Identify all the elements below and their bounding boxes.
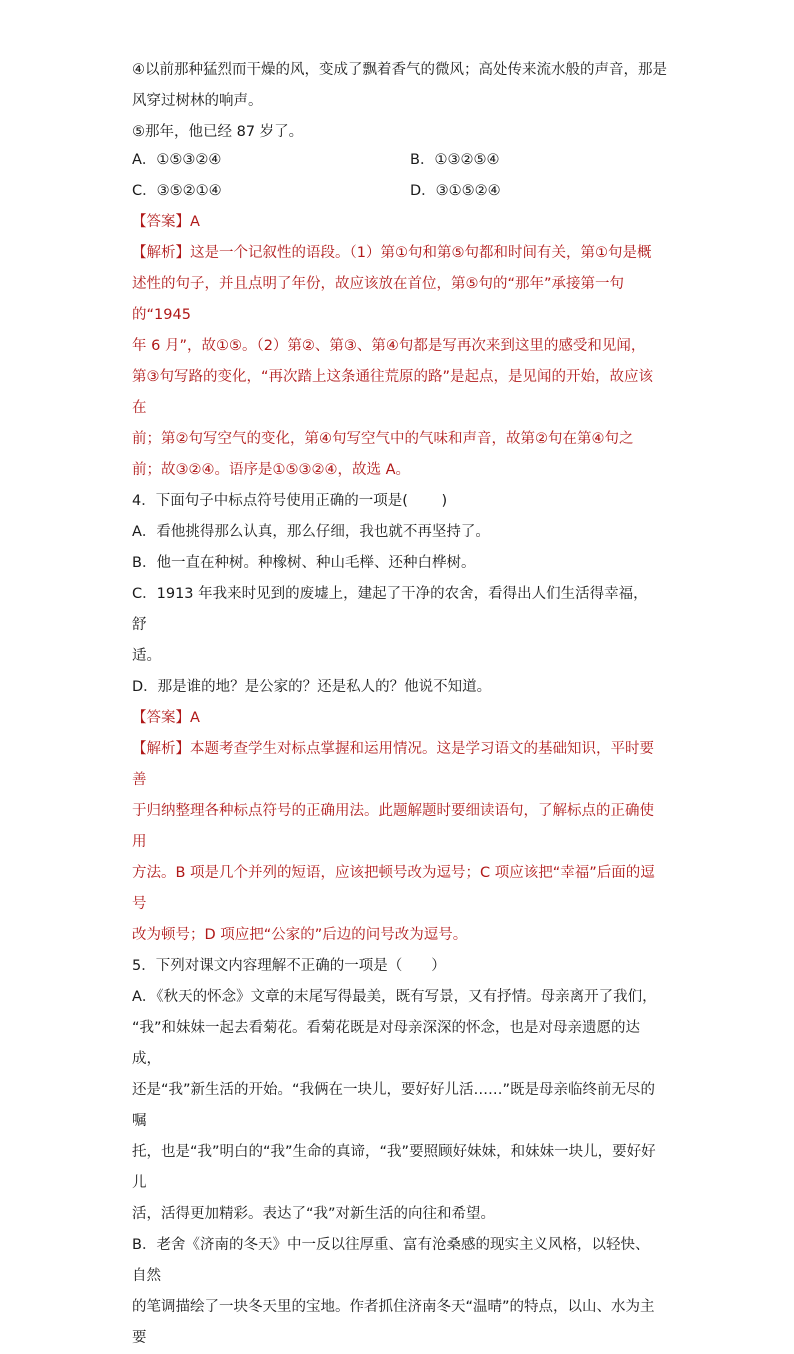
q5-option-a-line: 活，活得更加精彩。表达了“我”对新生活的向往和希望。 bbox=[132, 1206, 496, 1222]
q4-option-b: B．他一直在种树。种橡树、种山毛榉、还种白桦树。 bbox=[132, 555, 476, 571]
q5-option-a-line: A．《秋天的怀念》文章的末尾写得最美，既有写景，又有抒情。母亲离开了我们， bbox=[132, 989, 657, 1005]
q3-answer bbox=[132, 207, 662, 238]
q4-option-d: D．那是谁的地？是公家的？还是私人的？他说不知道。 bbox=[132, 679, 492, 695]
q3-analysis bbox=[132, 238, 662, 486]
q4-answer-label: 【答案】 bbox=[132, 710, 190, 726]
sentence-5: ⑤那年，他已经 87 岁了。 bbox=[132, 124, 304, 140]
q4-analysis-text: 本题考查学生对标点掌握和运用情况。这是学习语文的基础知识，平时要善 bbox=[132, 741, 654, 788]
q5-option-a-line: 还是“我”新生活的开始。“我俩在一块儿，要好好儿活……”既是母亲临终前无尽的嘱 bbox=[132, 1082, 656, 1129]
q3-analysis-label: 【解析】 bbox=[132, 245, 190, 261]
q5-stem: 5．下列对课文内容理解不正确的一项是（ ） bbox=[132, 958, 446, 974]
sentence-4-line-2: 风穿过树林的响声。 bbox=[132, 93, 263, 109]
q4-analysis-label: 【解析】 bbox=[132, 741, 190, 757]
q5-option-a bbox=[132, 982, 662, 1230]
q4-stem: 4．下面句子中标点符号使用正确的一项是( ) bbox=[132, 493, 448, 509]
q3-analysis-line: 述性的句子，并且点明了年份，故应该放在首位，第⑤句的“那年”承接第一句的“1945 bbox=[132, 276, 625, 323]
q4-option-c-line-2: 适。 bbox=[132, 648, 161, 664]
document-page bbox=[132, 60, 667, 1354]
q3-option-b: B．①③②⑤④ bbox=[410, 152, 500, 168]
q3-option-c: C．③⑤②①④ bbox=[132, 183, 222, 199]
q5-option-b bbox=[132, 1230, 662, 1354]
q5-option-a-line: 托，也是“我”明白的“我”生命的真谛，“我”要照顾好妹妹，和妹妹一块儿，要好好儿 bbox=[132, 1144, 656, 1191]
q4-option-a: A．看他挑得那么认真，那么仔细，我也就不再坚持了。 bbox=[132, 524, 490, 540]
q3-answer-value: A bbox=[190, 214, 200, 230]
q3-options-row-2 bbox=[132, 176, 662, 207]
q3-analysis-text: 这是一个记叙性的语段。（1）第①句和第⑤句都和时间有关，第①句是概 bbox=[190, 245, 652, 261]
q3-analysis-line bbox=[132, 238, 662, 269]
q4-analysis-line: 于归纳整理各种标点符号的正确用法。此题解题时要细读语句，了解标点的正确使用 bbox=[132, 803, 654, 850]
q4-analysis bbox=[132, 734, 662, 951]
q3-analysis-line: 第③句写路的变化，“再次踏上这条通往荒原的路”是起点，是见闻的开始，故应该在 bbox=[132, 369, 654, 416]
sentence-4-line-1: ④以前那种猛烈而干燥的风，变成了飘着香气的微风；高处传来流水般的声音，那是 bbox=[132, 62, 667, 78]
q4-answer bbox=[132, 703, 662, 734]
q4-analysis-line: 改为顿号；D 项应把“公家的”后边的问号改为逗号。 bbox=[132, 927, 468, 943]
q5-option-a-line: “我”和妹妹一起去看菊花。看菊花既是对母亲深深的怀念，也是对母亲遗愿的达成， bbox=[132, 1020, 641, 1067]
q3-analysis-line: 前；故③②④。语序是①⑤③②④，故选 A。 bbox=[132, 462, 411, 478]
q4-answer-value: A bbox=[190, 710, 200, 726]
q3-option-d: D．③①⑤②④ bbox=[410, 183, 501, 199]
q3-options-row-1 bbox=[132, 145, 662, 176]
q5-option-b-line: B．老舍《济南的冬天》中一反以往厚重、富有沧桑感的现实主义风格，以轻快、自然 bbox=[132, 1237, 650, 1284]
q3-option-a: A．①⑤③②④ bbox=[132, 152, 222, 168]
q5-option-b-line: 的笔调描绘了一块冬天里的宝地。作者抓住济南冬天“温晴”的特点，以山、水为主要 bbox=[132, 1299, 655, 1346]
q3-analysis-line: 年 6 月”，故①⑤。（2）第②、第③、第④句都是写再次来到这里的感受和见闻， bbox=[132, 338, 646, 354]
q4-analysis-line bbox=[132, 734, 662, 796]
q4-analysis-line: 方法。B 项是几个并列的短语，应该把顿号改为逗号；C 项应该把“幸福”后面的逗号 bbox=[132, 865, 655, 912]
q3-answer-label: 【答案】 bbox=[132, 214, 190, 230]
q3-analysis-line: 前；第②句写空气的变化，第④句写空气中的气味和声音，故第②句在第④句之 bbox=[132, 431, 634, 447]
q4-option-c-line-1: C．1913 年我来时见到的废墟上，建起了干净的农舍，看得出人们生活得幸福，舒 bbox=[132, 586, 648, 633]
